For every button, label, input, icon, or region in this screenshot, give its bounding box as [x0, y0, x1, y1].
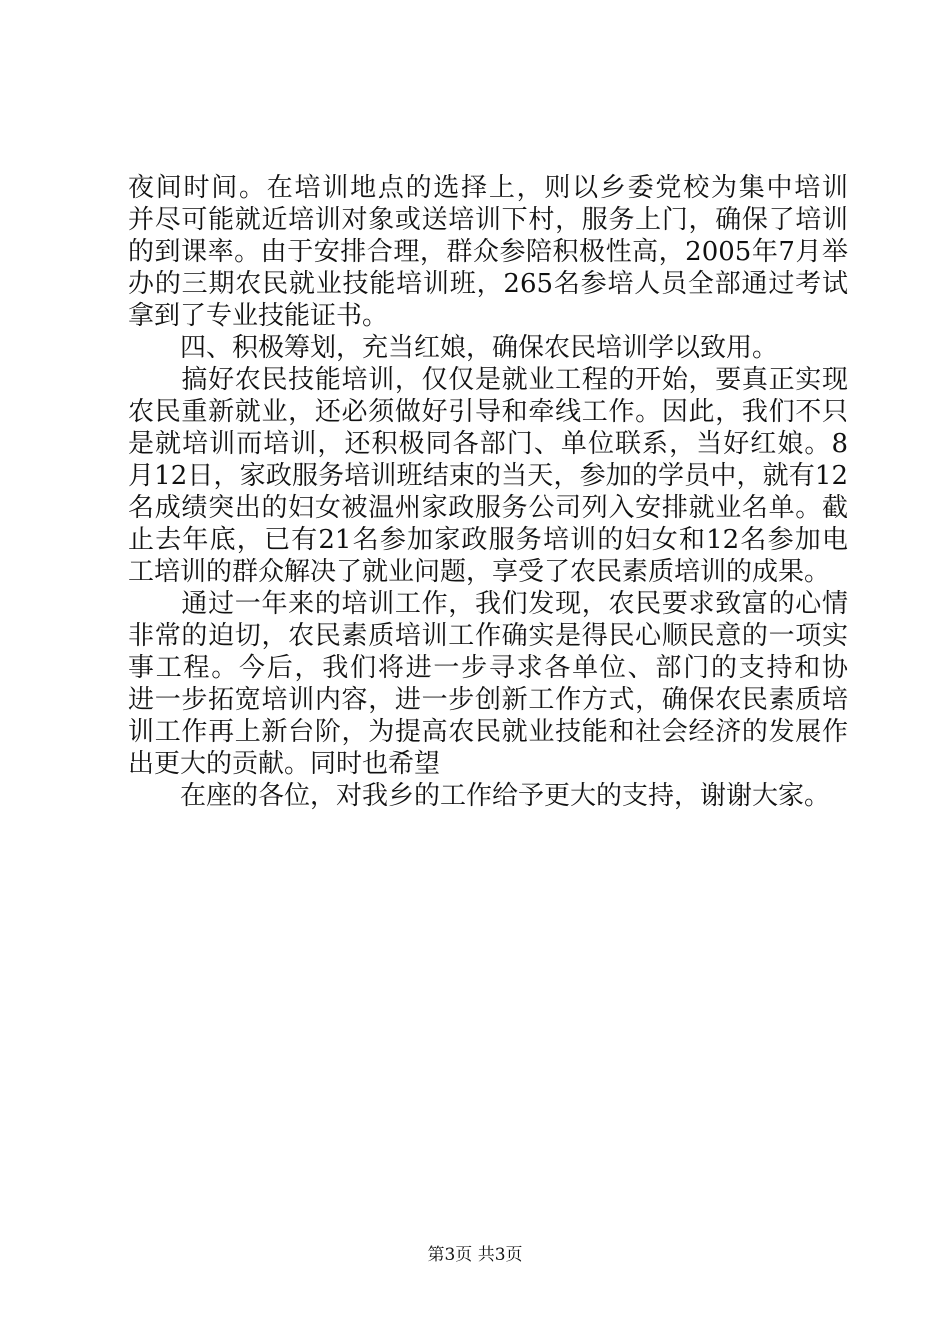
text-line: 拿到了专业技能证书。: [128, 301, 389, 331]
text-line: 止去年底，已有21名参加家政服务培训的妇女和12名参加电: [128, 525, 848, 555]
text-line: 夜间时间。在培训地点的选择上，则以乡委党校为集中培训: [128, 173, 848, 203]
text-line: 的到课率。由于安排合理，群众参陪积极性高，2005年7月举: [128, 237, 848, 267]
section-heading: 四、积极筹划，充当红娘，确保农民培训学以致用。: [128, 333, 779, 363]
text-line: 月12日，家政服务培训班结束的当天，参加的学员中，就有12: [128, 461, 848, 491]
text-line: 并尽可能就近培训对象或送培训下村，服务上门，确保了培训: [128, 205, 848, 235]
text-line: 在座的各位，对我乡的工作给予更大的支持，谢谢大家。: [128, 781, 831, 811]
text-line: 事工程。今后，我们将进一步寻求各单位、部门的支持和协: [128, 653, 848, 683]
text-line: 训工作再上新台阶，为提高农民就业技能和社会经济的发展作: [128, 717, 848, 747]
text-line: 进一步拓宽培训内容，进一步创新工作方式，确保农民素质培: [128, 685, 848, 715]
text-line: 办的三期农民就业技能培训班，265名参培人员全部通过考试: [128, 269, 848, 299]
page-footer: 第3页 共3页: [427, 1245, 523, 1265]
text-line: 工培训的群众解决了就业问题，享受了农民素质培训的成果。: [128, 557, 831, 587]
text-line: 通过一年来的培训工作，我们发现，农民要求致富的心情: [128, 589, 848, 619]
text-line: 搞好农民技能培训，仅仅是就业工程的开始，要真正实现: [128, 365, 848, 395]
text-line: 农民重新就业，还必须做好引导和牵线工作。因此，我们不只: [128, 397, 848, 427]
text-line: 名成绩突出的妇女被温州家政服务公司列入安排就业名单。截: [128, 493, 848, 523]
text-line: 非常的迫切，农民素质培训工作确实是得民心顺民意的一项实: [128, 621, 848, 651]
text-line: 是就培训而培训，还积极同各部门、单位联系，当好红娘。8: [128, 429, 848, 459]
text-line: 出更大的贡献。同时也希望: [128, 749, 441, 779]
document-body: [128, 172, 848, 812]
